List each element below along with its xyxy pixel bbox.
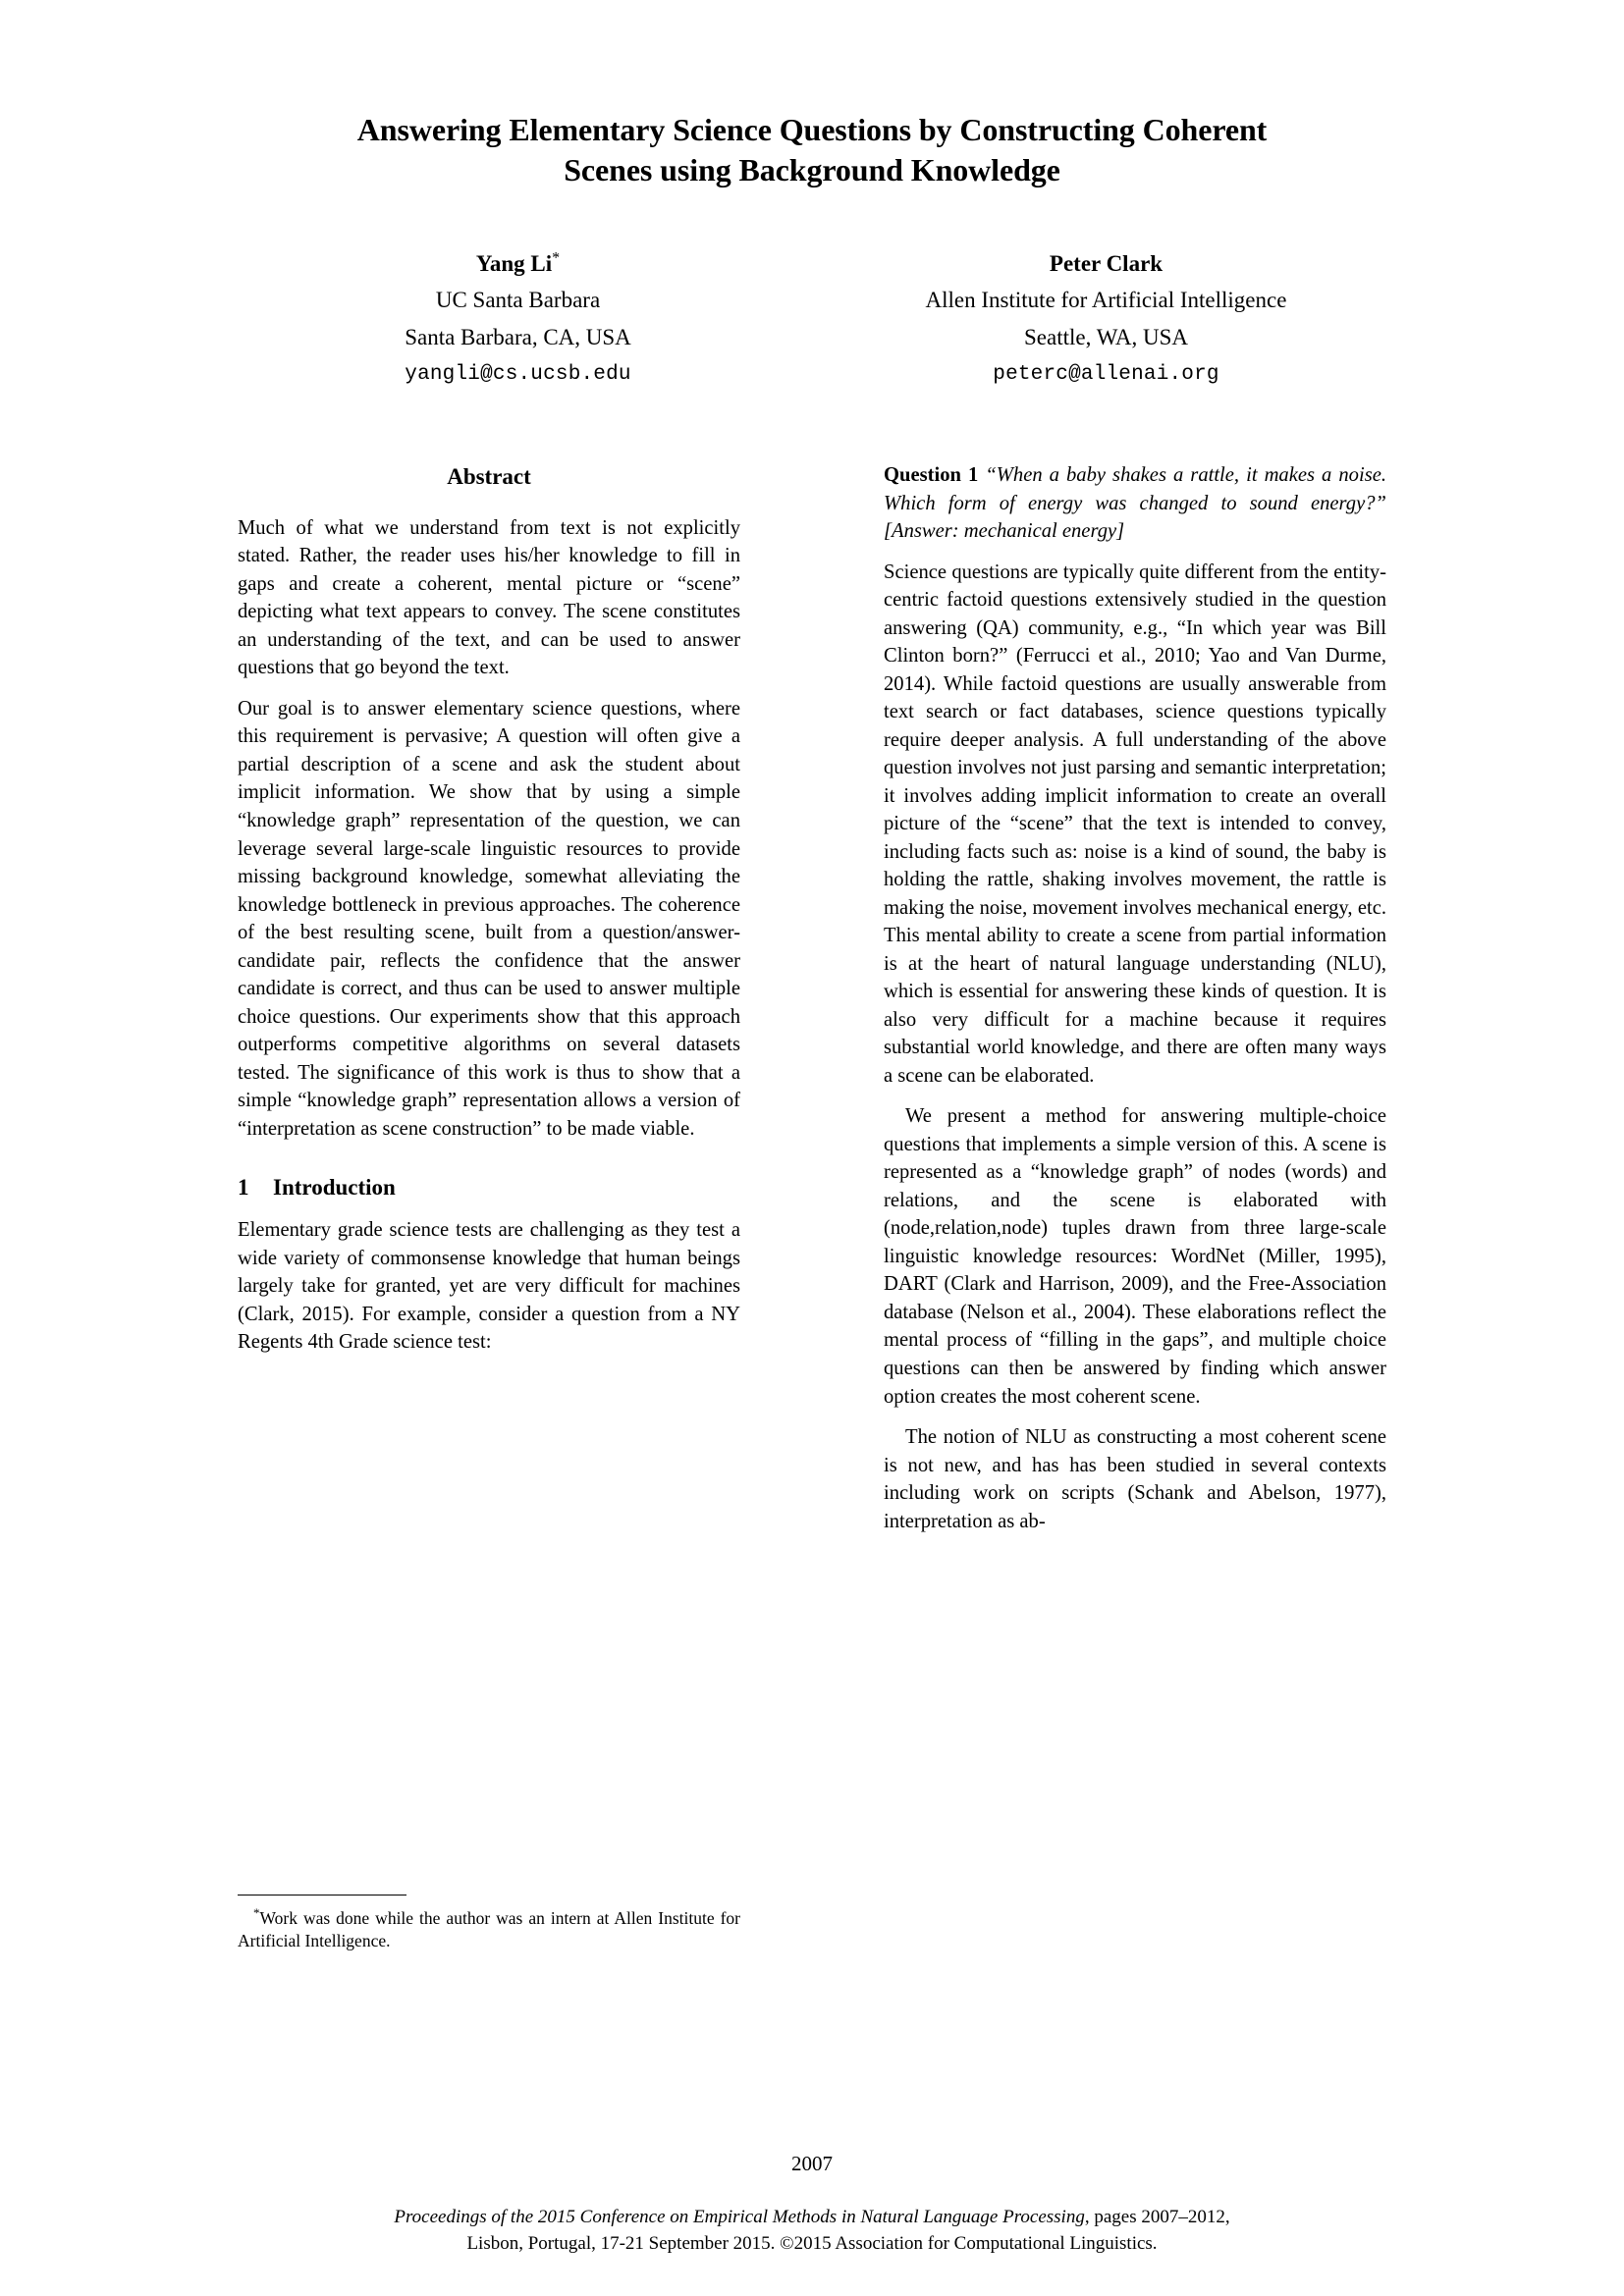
author-name-text: Yang Li [475, 251, 553, 276]
section-paragraph: Elementary grade science tests are challenging as they test a wide variety of commonsense knowledge that human beings largely take for granted, yet are very difficult for machines (Clark, 2015). For example, consider a question from a NY Regents 4th Grade science test: [238, 1219, 740, 1354]
title-block [224, 110, 1400, 190]
proceedings-pages: , pages 2007–2012, [1084, 2207, 1230, 2227]
footnote-body [238, 1904, 740, 1953]
author-name-text: Peter Clark [1049, 251, 1164, 276]
section-number: 1 [238, 1175, 249, 1201]
author-entry-1 [224, 245, 812, 392]
body-paragraph: We present a method for answering multiple-choice questions that implements a simple version of this. A scene is represented as a “knowledge graph” of nodes (words) and relations, and the scene is elaborated with (node,relation,node) tuples drawn from three large-scale linguistic knowledge resources: WordNet (Miller, 1995), DART (Clark and Harrison, 2009), and the Free-Association database (Nelson et al., 2004). These elaborations reflect the mental process of “filling in the gaps”, and multiple choice questions can then be answered by finding which answer option creates the most coherent scene. [884, 1105, 1386, 1408]
page-title [224, 110, 1400, 190]
paper-title-line-1: Answering Elementary Science Questions by Constructing Coherent [356, 112, 1268, 147]
proceedings-line-1 [0, 2205, 1624, 2231]
author-block [224, 245, 1400, 392]
author-entry-2 [812, 245, 1400, 392]
column-left [238, 461, 740, 1369]
question-label: Question 1 [884, 464, 979, 486]
column-right [884, 461, 1386, 1535]
body-paragraph: The notion of NLU as constructing a most coherent scene is not new, and has has been studied in several contexts including work on scripts (Schank and Abelson, 1977), interpretation as ab- [884, 1426, 1386, 1532]
question-example [884, 461, 1386, 546]
author-name [812, 245, 1400, 282]
proceedings-line-2: Lisbon, Portugal, 17-21 September 2015. ©2015 Association for Computational Linguistics. [466, 2232, 1158, 2254]
author-affiliation: Allen Institute for Artificial Intelligence [925, 288, 1287, 313]
footnote-marker: * [253, 1905, 260, 1920]
abstract-paragraph: Much of what we understand from text is not explicitly stated. Rather, the reader uses his/her knowledge to fill in gaps and create a coherent, mental picture or “scene” depicting what text appears to convey. The scene constitutes an understanding of the text, and can be used to answer questions that go beyond the text. [238, 516, 740, 679]
author-footnote-marker: * [552, 249, 561, 267]
footnote-text: Work was done while the author was an intern at Allen Institute for Artificial Intelligence. [238, 1907, 740, 1951]
author-email[interactable]: peterc@allenai.org [993, 362, 1219, 386]
question-text: “When a baby shakes a rattle, it makes a noise. Which form of energy was changed to sound energy?” [Answer: mechanical energy] [884, 464, 1386, 543]
footnote [238, 1895, 740, 1953]
author-location: Santa Barbara, CA, USA [405, 324, 631, 349]
section-heading-introduction [238, 1172, 740, 1203]
author-location: Seattle, WA, USA [1024, 324, 1188, 349]
body-columns [0, 461, 1624, 2110]
page-number: 2007 [791, 2152, 833, 2175]
author-email[interactable]: yangli@cs.ucsb.edu [405, 362, 631, 386]
footnote-rule [238, 1895, 406, 1896]
paper-title-line-2: Scenes using Background Knowledge [564, 151, 1060, 187]
proceedings-footer [0, 2205, 1624, 2258]
author-affiliation: UC Santa Barbara [435, 288, 601, 313]
proceedings-title: Proceedings of the 2015 Conference on Empirical Methods in Natural Language Processing [394, 2207, 1085, 2227]
section-title: Introduction [273, 1175, 396, 1201]
author-name [224, 245, 812, 282]
body-paragraph: Science questions are typically quite different from the entity-centric factoid questions extensively studied in the question answering (QA) community, e.g., “In which year was Bill Clinton born?” (Ferrucci et al., 2010; Yao and Van Durme, 2014). While factoid questions are usually answerable from text search or fact databases, science questions typically require deeper analysis. A full understanding of the above question involves not just parsing and semantic interpretation; it involves adding implicit information to create an overall picture of the “scene” that the text is intended to convey, including facts such as: noise is a kind of sound, the baby is holding the rattle, shaking involves movement, the rattle is making the noise, movement involves mechanical energy, etc. This mental ability to create a scene from partial information is at the heart of natural language understanding (NLU), which is essential for answering these kinds of question. It is also very difficult for a machine because it requires substantial world knowledge, and there are often many ways a scene can be elaborated. [884, 561, 1386, 1087]
abstract-paragraph: Our goal is to answer elementary science questions, where this requirement is pervasive; A question will often give a partial description of a scene and ask the student about implicit information. We show that by using a simple “knowledge graph” representation of the question, we can leverage several large-scale linguistic resources to provide missing background knowledge, somewhat alleviating the knowledge bottleneck in previous approaches. The coherence of the best resulting scene, built from a question/answer-candidate pair, reflects the confidence that the answer candidate is correct, and thus can be used to answer multiple choice questions. Our experiments show that this approach outperforms competitive algorithms on several datasets tested. The significance of this work is thus to show that a simple “knowledge graph” representation allows a version of “interpretation as scene construction” to be made viable. [238, 697, 740, 1140]
abstract-heading: Abstract [447, 464, 531, 489]
